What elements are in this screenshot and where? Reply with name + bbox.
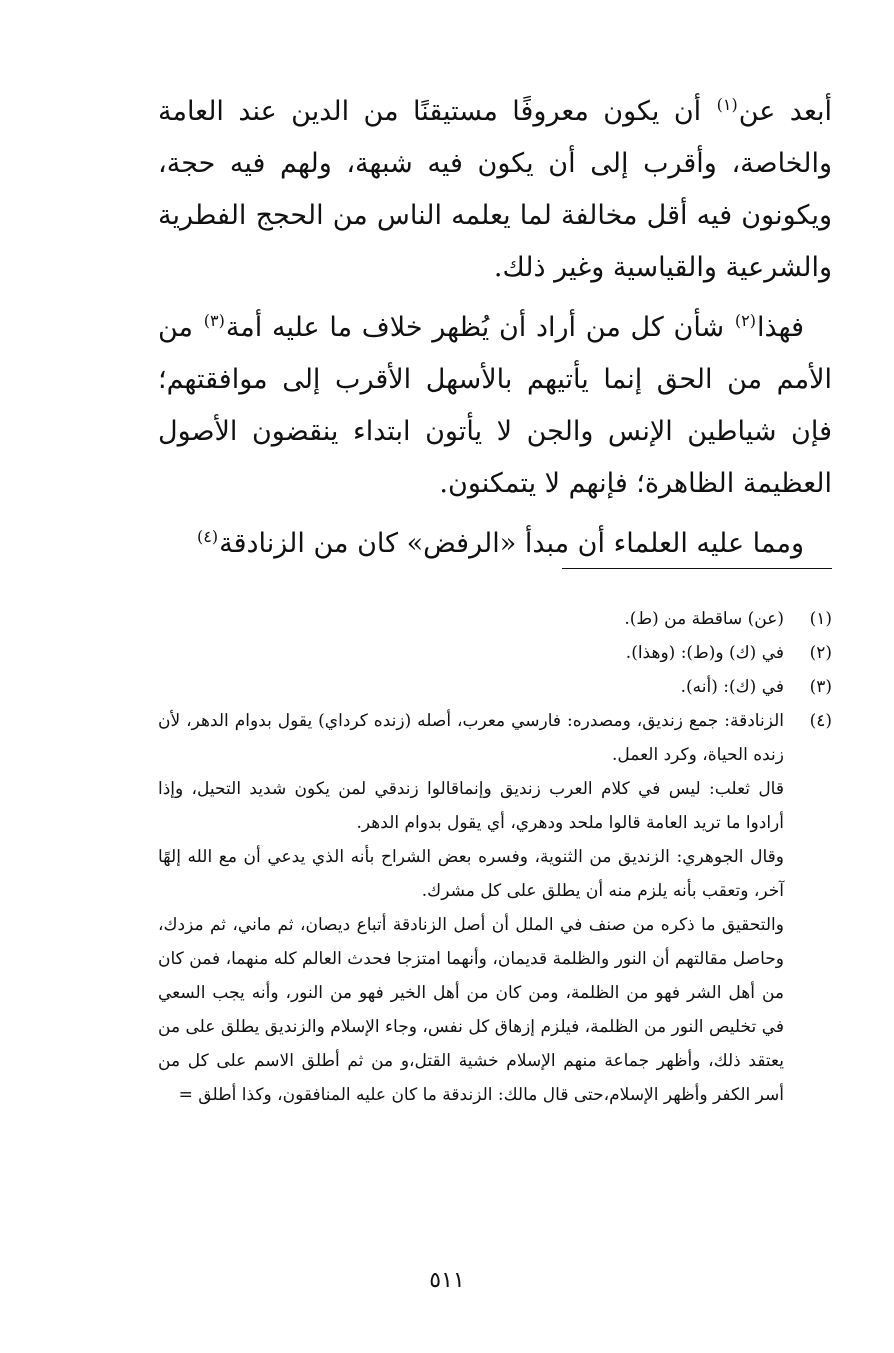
footnote-ref-1: (١)	[716, 95, 738, 114]
footnote-ref-4: (٤)	[197, 527, 219, 546]
footnote-ref-3: (٣)	[203, 311, 225, 330]
footnote-separator	[562, 568, 832, 569]
footnotes	[158, 602, 832, 1112]
footnote-1	[158, 602, 832, 636]
footnote-3	[158, 670, 832, 704]
main-paragraph-3	[158, 518, 832, 570]
footnote-text: الزنادقة: جمع زنديق، ومصدره: فارسي معرب، أصله (زنده كرداي) يقول بدوام الدهر، لأن زنده الحياة، وكرد العمل.	[158, 711, 784, 765]
text-run: ومما عليه العلماء أن مبدأ «الرفض» كان من الزنادقة	[219, 528, 804, 559]
footnote-ref-2: (٢)	[734, 311, 756, 330]
footnote-text: في (ك): (أنه).	[680, 677, 784, 697]
footnote-number: (٢)	[809, 643, 832, 663]
footnote-text: في (ك) و(ط): (وهذا).	[625, 643, 784, 663]
footnote-number: (٤)	[809, 711, 832, 731]
main-text	[158, 86, 832, 570]
footnote-text: قال ثعلب: ليس في كلام العرب زنديق وإنماقالوا زندقي لمن يكون شديد التحيل، وإذا أرادوا ما تريد العامة قالوا ملحد ودهري، أي يقول بدوام الدهر.	[158, 779, 784, 833]
text-run: فهذا	[756, 312, 804, 343]
footnote-4	[158, 704, 832, 1112]
text-run: شأن كل من أراد أن يُظهر خلاف ما عليه أمة	[225, 312, 734, 343]
footnote-body	[158, 636, 784, 670]
main-paragraph-2	[158, 302, 832, 510]
page-number: ٥١١	[429, 1268, 465, 1293]
footnote-text: وقال الجوهري: الزنديق من الثنوية، وفسره بعض الشراح بأنه الذي يدعي أن مع الله إلهًا آخر، وتعقب بأنه يلزم منه أن يطلق على كل مشرك.	[158, 847, 784, 901]
text-run: من الأمم من الحق إنما يأتيهم بالأسهل الأقرب إلى موافقتهم؛ فإن شياطين الإنس والجن لا يأتون ابتداء ينقضون الأصول العظيمة الظاهرة؛ فإنهم لا يتمكنون.	[158, 312, 832, 499]
footnote-body	[158, 704, 784, 1112]
footnote-2	[158, 636, 832, 670]
text-run: أن يكون معروفًا مستيقنًا من الدين عند العامة والخاصة، وأقرب إلى أن يكون فيه شبهة، ولهم فيه حجة، ويكونون فيه أقل مخالفة لما يعلمه الناس من الحجج الفطرية والشرعية والقياسية وغير ذلك.	[158, 96, 832, 283]
text-run: أبعد عن	[738, 96, 832, 127]
footnote-body	[158, 670, 784, 704]
main-paragraph-1	[158, 86, 832, 294]
footnote-number: (٣)	[809, 677, 832, 697]
footnote-text: والتحقيق ما ذكره من صنف في الملل أن أصل الزنادقة أتباع ديصان، ثم ماني، ثم مزدك، وحاصل مقالتهم أن النور والظلمة قديمان، وأنهما امتزجا فحدث العالم كله منهما، فمن كان من أهل الشر فهو من الظلمة، ومن كان من أهل الخير فهو من النور، وأنه يجب السعي في تخليص النور من الظلمة، فيلزم إزهاق كل نفس، وجاء الإسلام والزنديق يطلق على من يعتقد ذلك، وأظهر جماعة منهم الإسلام خشية القتل،و من ثم أطلق الاسم على كل من أسر الكفر وأظهر الإسلام،حتى قال مالك: الزندقة ما كان عليه المنافقون، وكذا أطلق =	[158, 915, 784, 1105]
footnote-body	[158, 602, 784, 636]
footnote-number: (١)	[809, 609, 832, 629]
footnote-text: (عن) ساقطة من (ط).	[624, 609, 784, 629]
